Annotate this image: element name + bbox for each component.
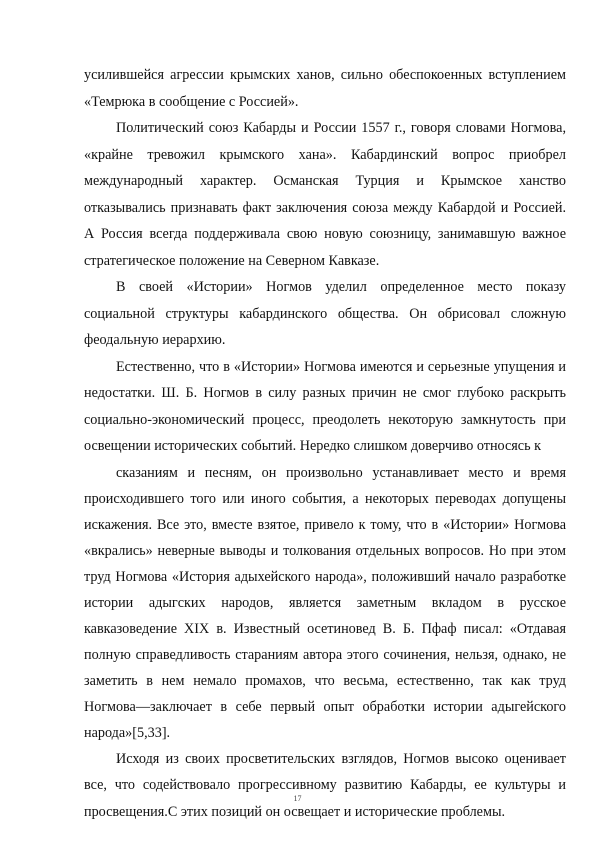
body-text [84, 62, 566, 825]
paragraph-5: сказаниям и песням, он произвольно устанавливает место и время происходившего того или иного события, а некоторых переводах допущены искажения. Все это, вместе взятое, привело к тому, что в «Истории» Ногмова «вкрались» неверные выводы и толкования отдельных вопросов. Но при этом труд Ногмова «История адыхейского народа», положивший начало разработке истории адыгских народов, является заметным вкладом в русское кавказоведение XIX в. Известный осетиновед В. Б. Пфаф писал: «Отдавая полную справедливость стараниям автора этого сочинения, нельзя, однако, не заметить в нем немало промахов, что весьма, естественно, так как труд Ногмова—заключает в себе первый опыт обработки истории адыгейского народа»[5,33]. [84, 464, 566, 741]
paragraph-3: В своей «Истории» Ногмов уделил определенное место показу социальной структуры кабардинского общества. Он обрисовал сложную феодальную иерархию. [84, 279, 566, 348]
paragraph-1: усилившейся агрессии крымских ханов, сильно обеспокоенных вступлением «Темрюка в сообщение с Россией». [84, 67, 566, 110]
page-number: 17 [293, 794, 302, 803]
paragraph-6: Исходя из своих просветительских взглядов, Ногмов высоко оценивает все, что содействовало прогрессивному развитию Кабарды, ее культуры и просвещения.С этих позиций он освещает и исторические проблемы. [84, 750, 566, 820]
paragraph-4: Естественно, что в «Истории» Ногмова имеются и серьезные упущения и недостатки. Ш. Б. Ногмов в силу разных причин не смог глубоко раскрыть социально-экономический процесс, преодолеть некоторую замкнутость при освещении исторических событий. Нередко слишком доверчиво относясь к [84, 358, 566, 454]
paragraph-2: Политический союз Кабарды и России 1557 г., говоря словами Ногмова, «крайне тревожил крымского хана». Кабардинский вопрос приобрел международный характер. Османская Турция и Крымское ханство отказывались признавать факт заключения союза между Кабардой и Россией. А Россия всегда поддерживала свою новую союзницу, занимавшую важное стратегическое положение на Северном Кавказе. [84, 120, 566, 269]
